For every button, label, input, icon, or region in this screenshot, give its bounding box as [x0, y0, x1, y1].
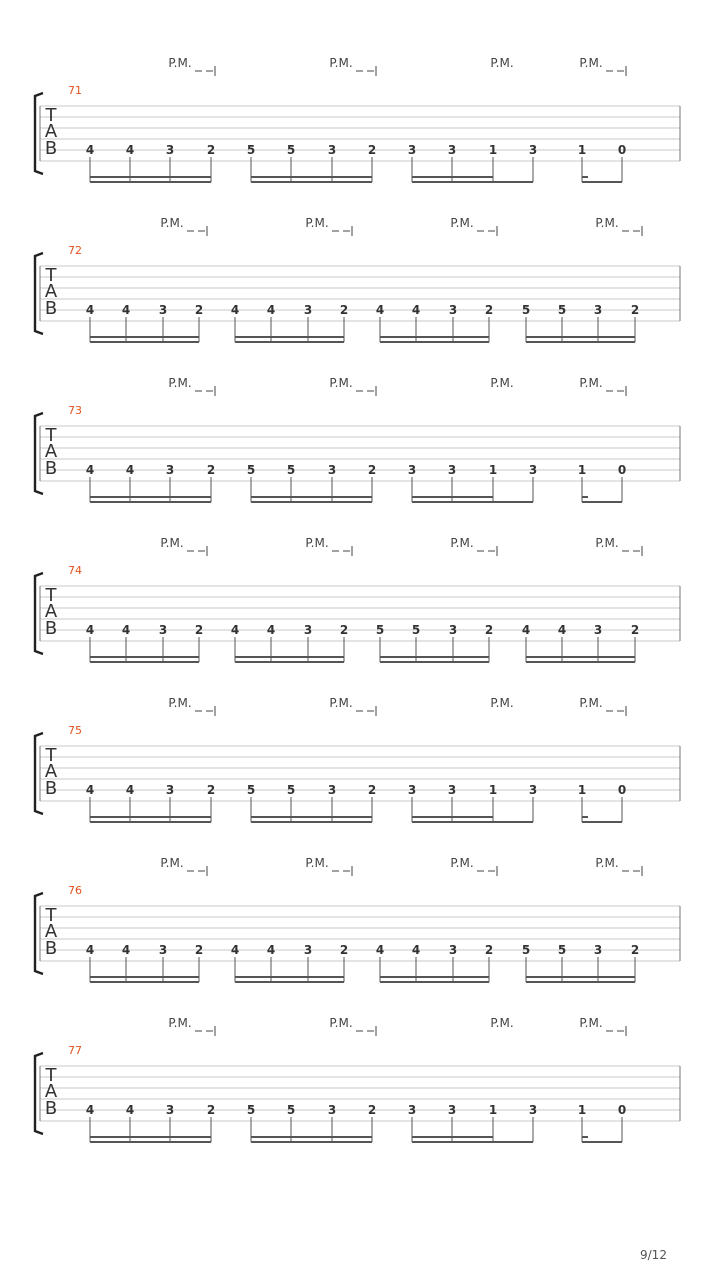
system-bracket	[35, 733, 43, 814]
fret-number: 2	[484, 303, 494, 317]
fret-number: 5	[286, 1103, 296, 1117]
fret-number: 3	[303, 303, 313, 317]
fret-number: 2	[484, 623, 494, 637]
fret-number: 2	[339, 623, 349, 637]
fret-number: 4	[230, 303, 240, 317]
fret-number: 5	[375, 623, 385, 637]
tab-clef-letter: T	[45, 265, 57, 286]
fret-number: 2	[194, 623, 204, 637]
fret-number: 5	[246, 143, 256, 157]
fret-number: 4	[121, 943, 131, 957]
fret-number: 4	[85, 1103, 95, 1117]
fret-number: 4	[230, 623, 240, 637]
palm-mute-label: P.M.	[160, 536, 184, 550]
palm-mute-label: P.M.	[450, 536, 474, 550]
fret-number: 4	[411, 303, 421, 317]
palm-mute-label: P.M.	[579, 696, 603, 710]
tab-clef-letter: B	[44, 1098, 58, 1119]
fret-number: 4	[230, 943, 240, 957]
fret-number: 2	[484, 943, 494, 957]
fret-number: 3	[165, 463, 175, 477]
fret-number: 3	[593, 943, 603, 957]
fret-number: 3	[447, 463, 457, 477]
palm-mute-label: P.M.	[168, 1016, 192, 1030]
fret-number: 3	[407, 783, 417, 797]
fret-number: 3	[447, 1103, 457, 1117]
fret-number: 4	[125, 463, 135, 477]
fret-number: 2	[367, 1103, 377, 1117]
fret-number: 3	[165, 1103, 175, 1117]
fret-number: 0	[617, 143, 627, 157]
fret-number: 3	[158, 623, 168, 637]
fret-number: 4	[125, 783, 135, 797]
tab-clef-letter: T	[45, 745, 57, 766]
fret-number: 3	[407, 463, 417, 477]
fret-number: 3	[165, 783, 175, 797]
measure-number: 74	[68, 564, 82, 577]
fret-number: 4	[375, 943, 385, 957]
measure-number: 75	[68, 724, 82, 737]
fret-number: 4	[125, 143, 135, 157]
fret-number: 5	[286, 463, 296, 477]
fret-number: 4	[85, 943, 95, 957]
fret-number: 3	[407, 143, 417, 157]
fret-number: 4	[375, 303, 385, 317]
measure-number: 77	[68, 1044, 82, 1057]
fret-number: 5	[521, 943, 531, 957]
fret-number: 5	[246, 783, 256, 797]
fret-number: 2	[194, 943, 204, 957]
fret-number: 3	[447, 143, 457, 157]
fret-number: 4	[85, 463, 95, 477]
fret-number: 3	[593, 303, 603, 317]
tab-clef-letter: A	[44, 441, 58, 462]
fret-number: 5	[521, 303, 531, 317]
system-bracket	[35, 413, 43, 494]
tab-clef-letter: B	[44, 458, 58, 479]
fret-number: 3	[158, 303, 168, 317]
tab-clef-letter: A	[44, 921, 58, 942]
fret-number: 3	[528, 1103, 538, 1117]
palm-mute-label: P.M.	[305, 536, 329, 550]
tab-clef-letter: T	[45, 105, 57, 126]
fret-number: 2	[194, 303, 204, 317]
fret-number: 2	[367, 783, 377, 797]
palm-mute-label: P.M.	[595, 856, 619, 870]
fret-number: 4	[121, 303, 131, 317]
fret-number: 4	[85, 303, 95, 317]
tab-clef-letter: B	[44, 938, 58, 959]
tab-clef-letter: A	[44, 121, 58, 142]
fret-number: 4	[121, 623, 131, 637]
fret-number: 2	[206, 463, 216, 477]
tab-clef-letter: A	[44, 601, 58, 622]
fret-number: 5	[286, 143, 296, 157]
system-bracket	[35, 893, 43, 974]
fret-number: 4	[266, 623, 276, 637]
fret-number: 1	[577, 783, 587, 797]
tab-clef-letter: A	[44, 761, 58, 782]
palm-mute-label: P.M.	[168, 376, 192, 390]
palm-mute-label: P.M.	[329, 376, 353, 390]
fret-number: 4	[411, 943, 421, 957]
palm-mute-label: P.M.	[595, 216, 619, 230]
palm-mute-label: P.M.	[490, 696, 514, 710]
tab-clef-letter: B	[44, 138, 58, 159]
fret-number: 4	[125, 1103, 135, 1117]
fret-number: 2	[630, 623, 640, 637]
fret-number: 5	[246, 463, 256, 477]
fret-number: 2	[206, 783, 216, 797]
palm-mute-label: P.M.	[579, 1016, 603, 1030]
fret-number: 3	[448, 943, 458, 957]
fret-number: 4	[266, 303, 276, 317]
tab-clef-letter: B	[44, 298, 58, 319]
system-bracket	[35, 93, 43, 174]
fret-number: 3	[447, 783, 457, 797]
fret-number: 1	[577, 143, 587, 157]
fret-number: 1	[488, 143, 498, 157]
fret-number: 3	[528, 783, 538, 797]
system-bracket	[35, 1053, 43, 1134]
tab-clef-letter: T	[45, 425, 57, 446]
palm-mute-label: P.M.	[490, 1016, 514, 1030]
palm-mute-label: P.M.	[305, 216, 329, 230]
fret-number: 3	[327, 143, 337, 157]
fret-number: 3	[448, 623, 458, 637]
measure-number: 71	[68, 84, 82, 97]
fret-number: 3	[165, 143, 175, 157]
palm-mute-label: P.M.	[168, 696, 192, 710]
tab-clef-letter: A	[44, 1081, 58, 1102]
fret-number: 2	[367, 463, 377, 477]
fret-number: 3	[327, 783, 337, 797]
palm-mute-label: P.M.	[450, 856, 474, 870]
fret-number: 4	[85, 623, 95, 637]
palm-mute-label: P.M.	[595, 536, 619, 550]
fret-number: 3	[303, 623, 313, 637]
palm-mute-label: P.M.	[160, 216, 184, 230]
tab-clef-letter: B	[44, 778, 58, 799]
fret-number: 1	[577, 463, 587, 477]
fret-number: 3	[448, 303, 458, 317]
system-bracket	[35, 573, 43, 654]
fret-number: 2	[630, 303, 640, 317]
fret-number: 3	[158, 943, 168, 957]
palm-mute-label: P.M.	[490, 376, 514, 390]
fret-number: 2	[339, 943, 349, 957]
fret-number: 5	[286, 783, 296, 797]
tab-clef-letter: T	[45, 905, 57, 926]
fret-number: 4	[521, 623, 531, 637]
palm-mute-label: P.M.	[160, 856, 184, 870]
fret-number: 3	[327, 1103, 337, 1117]
fret-number: 3	[528, 463, 538, 477]
fret-number: 1	[488, 463, 498, 477]
system-bracket	[35, 253, 43, 334]
fret-number: 3	[407, 1103, 417, 1117]
fret-number: 4	[557, 623, 567, 637]
palm-mute-label: P.M.	[450, 216, 474, 230]
fret-number: 4	[266, 943, 276, 957]
fret-number: 5	[246, 1103, 256, 1117]
fret-number: 5	[411, 623, 421, 637]
palm-mute-label: P.M.	[329, 56, 353, 70]
tab-clef-letter: A	[44, 281, 58, 302]
tab-clef-letter: T	[45, 585, 57, 606]
palm-mute-label: P.M.	[305, 856, 329, 870]
fret-number: 1	[577, 1103, 587, 1117]
fret-number: 1	[488, 1103, 498, 1117]
fret-number: 2	[367, 143, 377, 157]
fret-number: 1	[488, 783, 498, 797]
palm-mute-label: P.M.	[579, 376, 603, 390]
fret-number: 2	[339, 303, 349, 317]
palm-mute-label: P.M.	[329, 1016, 353, 1030]
fret-number: 3	[593, 623, 603, 637]
fret-number: 5	[557, 303, 567, 317]
measure-number: 72	[68, 244, 82, 257]
fret-number: 3	[303, 943, 313, 957]
tab-clef-letter: B	[44, 618, 58, 639]
fret-number: 0	[617, 1103, 627, 1117]
fret-number: 3	[528, 143, 538, 157]
page-number: 9/12	[640, 1248, 667, 1262]
fret-number: 3	[327, 463, 337, 477]
fret-number: 4	[85, 143, 95, 157]
fret-number: 0	[617, 783, 627, 797]
palm-mute-label: P.M.	[168, 56, 192, 70]
tab-clef-letter: T	[45, 1065, 57, 1086]
fret-number: 2	[630, 943, 640, 957]
palm-mute-label: P.M.	[579, 56, 603, 70]
palm-mute-label: P.M.	[490, 56, 514, 70]
palm-mute-label: P.M.	[329, 696, 353, 710]
fret-number: 2	[206, 143, 216, 157]
fret-number: 0	[617, 463, 627, 477]
measure-number: 73	[68, 404, 82, 417]
measure-number: 76	[68, 884, 82, 897]
fret-number: 4	[85, 783, 95, 797]
fret-number: 5	[557, 943, 567, 957]
fret-number: 2	[206, 1103, 216, 1117]
